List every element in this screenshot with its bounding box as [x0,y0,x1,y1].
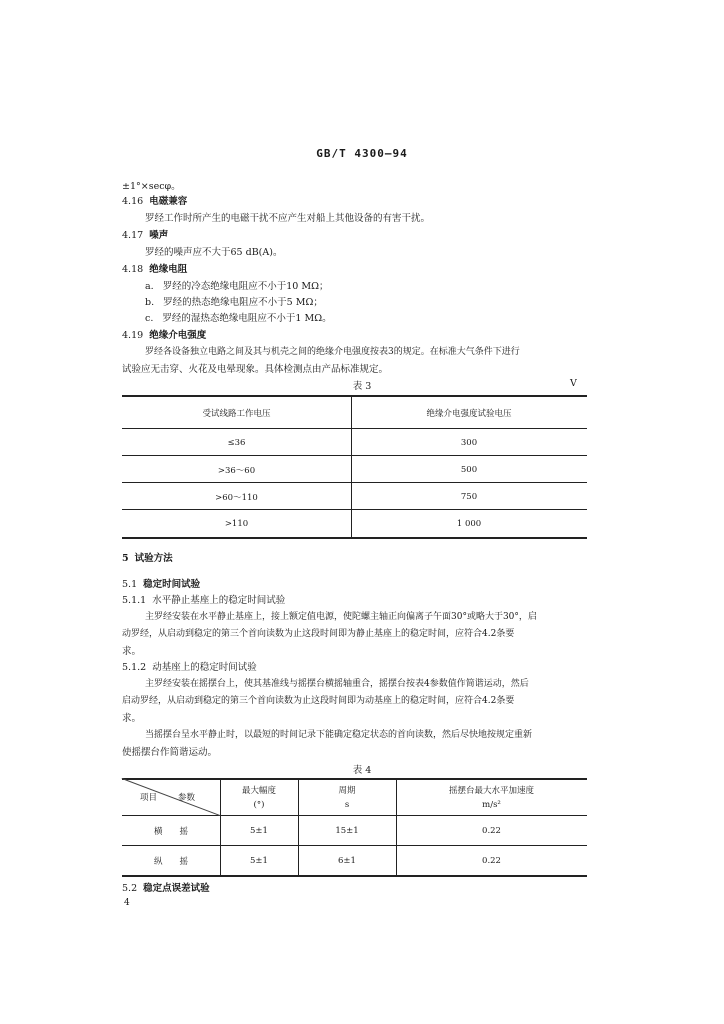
column-unit: (°) [253,800,265,810]
section-title: 稳定时间试验 [143,579,201,590]
table-cell: ≤36 [227,437,246,448]
standard-code-header: GB/T 4300—94 [316,147,408,160]
section-number: 5.1.1 [122,595,147,606]
section-4-17-heading [122,227,168,241]
section-4-19-text-line: 试验应无击穿、火花及电晕现象。具体检测点由产品标准规定。 [122,364,389,375]
table-header-cell [298,779,396,815]
column-label: 摇摆台最大水平加速度 [448,786,534,796]
column-label: 最大幅度 [241,786,276,796]
table-cell: 6±1 [338,856,356,866]
table-3-bottom-rule [122,537,587,539]
continuation-text: ±1°×secφ。 [122,181,181,192]
table-cell: >36～60 [217,465,256,476]
table-cell: >110 [224,518,249,529]
table-header-cell: 绝缘介电强度试验电压 [426,408,512,419]
paragraph-line: 启动罗经，从启动到稳定的第三个首向读数为止这段时间即为动基座上的稳定时间，应符合4.2条要 [122,696,515,706]
table-header-row [122,396,587,429]
section-title: 绝缘介电强度 [149,330,207,341]
list-marker: a. [145,281,154,292]
section-number: 4.17 [122,230,144,241]
section-4-17-text: 罗经的噪声应不大于65 dB(A)。 [145,247,283,258]
table-cell: 5±1 [250,856,268,866]
list-item [145,294,323,308]
table-row [122,456,587,483]
section-number: 5.1 [122,579,138,590]
paragraph-line: 求。 [122,713,142,724]
table-4-header [220,779,587,815]
row-label: 纵 摇 [153,857,188,867]
table-cell: 0.22 [482,856,501,866]
section-title: 稳定点误差试验 [143,883,210,894]
table-cell: 300 [460,437,478,448]
list-marker: b. [145,297,155,308]
list-item [145,310,332,324]
table-4-caption: 表 4 [352,765,372,776]
list-text: 罗经的冷态绝缘电阻应不小于10 MΩ； [162,281,329,292]
list-text: 罗经的湿热态绝缘电阻应不小于1 MΩ。 [162,313,332,324]
table-row [122,510,587,537]
page-number: 4 [124,898,130,908]
table-row [122,483,587,510]
section-5-heading [122,550,173,564]
table-4-corner-param: 参数 [178,793,196,803]
section-number: 4.19 [122,330,144,341]
section-4-19-text-line: 罗经各设备独立电路之间及其与机壳之间的绝缘介电强度按表3的规定。在标准大气条件下进行 [145,347,520,357]
section-title: 绝缘电阻 [149,264,188,275]
paragraph-line: 求。 [122,646,142,657]
section-number: 5.2 [122,883,138,894]
table-cell: 750 [460,491,478,502]
section-4-19-heading [122,327,206,341]
table-row [122,429,587,456]
section-title: 噪声 [149,230,169,241]
table-header-cell: 受试线路工作电压 [202,408,271,419]
table-3 [122,396,587,537]
paragraph-line: 当摇摆台呈水平静止时，以最短的时间记录下能确定稳定状态的首向读数，然后尽快地按规定重新 [145,730,533,740]
section-4-16-heading [122,193,187,207]
section-title: 试验方法 [134,553,173,564]
table-cell: 1 000 [456,518,482,529]
table-header-cell [396,779,587,815]
table-4-body [122,816,587,876]
section-title: 电磁兼容 [149,196,188,207]
section-4-16-text: 罗经工作时所产生的电磁干扰不应产生对船上其他设备的有害干扰。 [145,213,431,224]
section-4-18-heading [122,261,187,275]
section-number: 5 [122,553,129,564]
section-number: 4.16 [122,196,144,207]
table-header-row [220,779,587,815]
table-4-corner-item: 项目 [140,793,158,803]
table-3-unit: V [570,378,577,389]
section-5-1-heading [122,576,200,590]
table-cell: 5±1 [250,826,268,836]
table-4-corner-diagonal [122,778,221,816]
paragraph-line: 使摇摆台作简谐运动。 [122,747,218,758]
section-title: 水平静止基座上的稳定时间试验 [152,595,286,606]
section-5-2-heading [122,880,210,894]
section-title: 动基座上的稳定时间试验 [152,662,257,673]
table-3-caption: 表 3 [352,381,372,392]
table-row [122,846,587,876]
table-cell: 0.22 [482,826,501,836]
list-text: 罗经的热态绝缘电阻应不小于5 MΩ； [163,297,323,308]
paragraph-line: 动罗经，从启动到稳定的第三个首向读数为止这段时间即为静止基座上的稳定时间，应符合4.2条要 [122,629,515,639]
table-cell: >60～110 [215,492,258,503]
section-number: 4.18 [122,264,144,275]
paragraph-line: 主罗经安装在水平静止基座上，接上额定值电源，使陀螺主轴正向偏离子午面30°或略大于30°，启 [145,612,537,622]
list-marker: c. [145,313,154,324]
section-number: 5.1.2 [122,662,147,673]
row-label: 横 摇 [153,827,188,837]
paragraph-line: 主罗经安装在摇摆台上，使其基准线与摇摆台横摇轴重合，摇摆台按表4参数值作简谐运动，然后 [145,679,529,689]
section-5-1-2-heading [122,659,257,673]
column-unit: m/s² [482,800,501,810]
table-row [122,816,587,846]
column-unit: s [344,800,350,810]
list-item [145,278,328,292]
table-cell: 15±1 [335,826,359,836]
section-5-1-1-heading [122,592,285,606]
table-header-cell [220,779,298,815]
table-cell: 500 [460,464,478,475]
column-label: 周期 [338,786,356,796]
